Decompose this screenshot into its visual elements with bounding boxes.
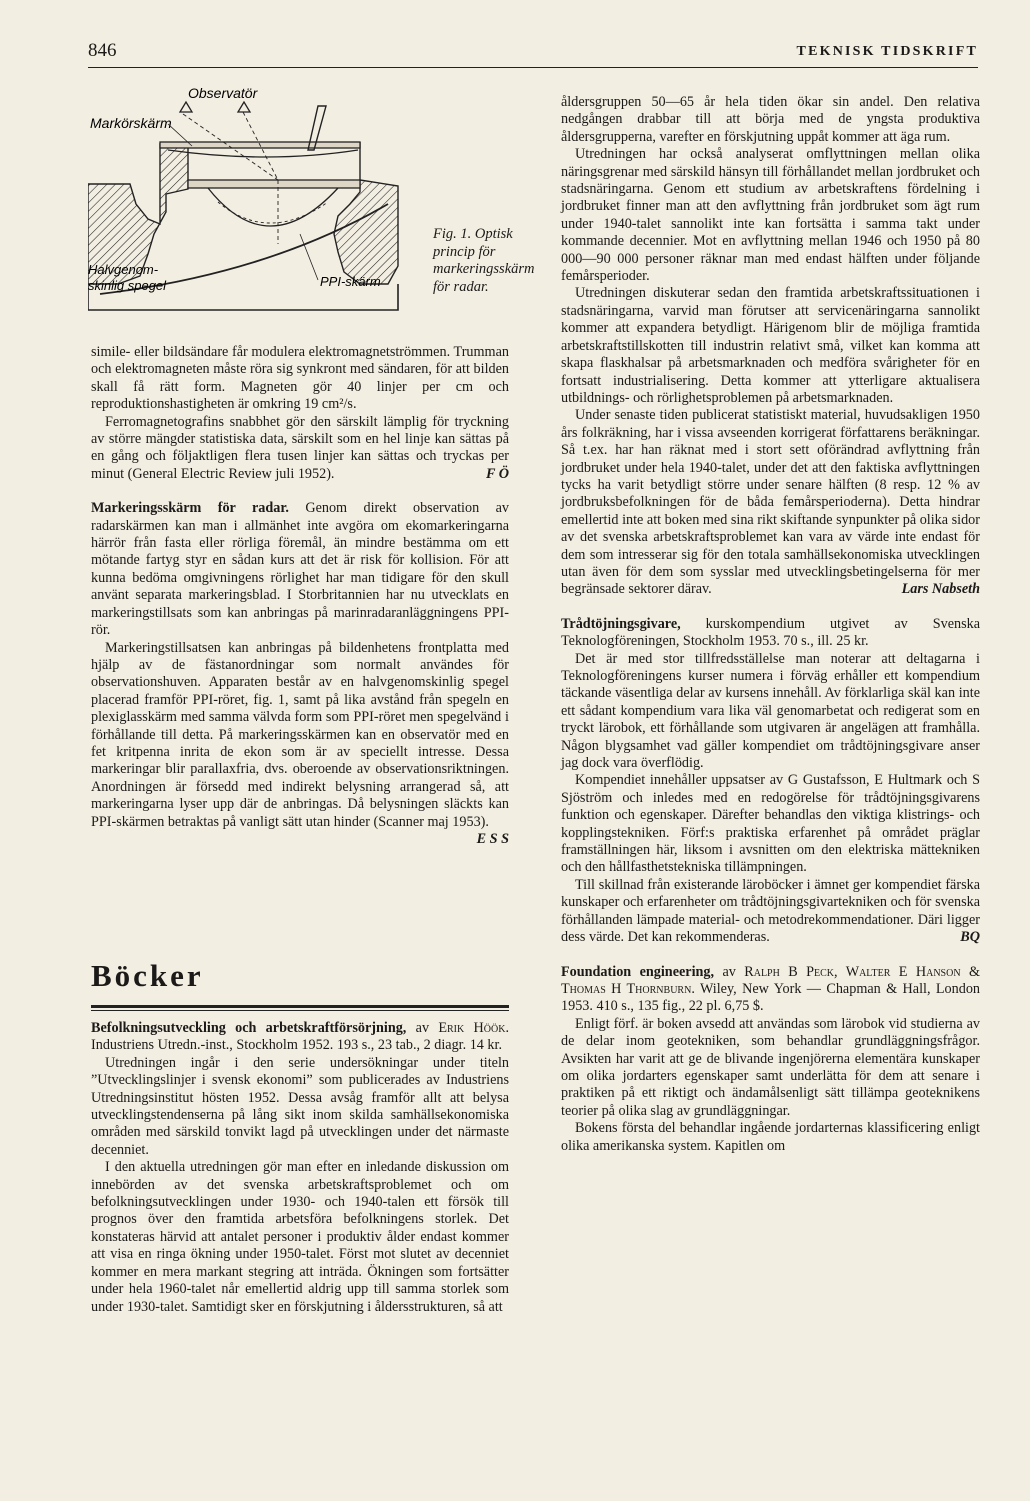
- page-number: 846: [88, 40, 117, 61]
- label-ppi: PPI-skärm: [320, 274, 381, 289]
- paragraph: Under senaste tiden publicerat statistiskt material, huvudsakligen 1950 års folkräkning, har i vissa avseenden korrigerat författarens beräkningar. Så t.ex. har han räknat med i stort sett oförändrad avflyttning från jordbruket under hela 1940-talet, under det att den faktiska avflyttningen tycks ha varit betydligt större under senare hälften (8 resp. 12 % av jordbruksbefolkningen för de båda femårsperioderna). Detta hindrar emellertid inte att boken med sina rikt skiftande synpunkter på olika sidor av det svenska arbetskraftsproblemet kan vara av värde inte endast för dem som intresserar sig för den totala samhällsekonomiska utvecklingen utan även för dem som sysslar med utvecklingsbetingelserna för mer begränsade sektorer därav. Lars Nabseth: [561, 407, 980, 598]
- header-rule: [88, 67, 978, 68]
- paragraph: Till skillnad från existerande läroböcker i ämnet ger kompendiet färska kunskaper och erfarenheter om trådtöjningsgivartekniken och för svenska förhållanden lämpade material- och metodrekommendationer. Däri ligger dess värde. Det kan rekommenderas. BQ: [561, 876, 980, 946]
- signature: F Ö: [486, 465, 509, 482]
- signature: Lars Nabseth: [901, 581, 980, 598]
- observer-eye-icon: [180, 102, 192, 112]
- signature: E S S: [476, 830, 509, 847]
- paragraph: åldersgruppen 50—65 år hela tiden ökar sin andel. Den relativa nedgången drabbar till att börja med de yngsta produktiva åldersgrupperna, varefter en förskjutning uppåt kommer att äga rum.: [561, 94, 980, 145]
- left-column-top: [91, 344, 509, 848]
- book-entry: Befolkningsutveckling och arbetskraftförsörjning, av Erik Höök. Industriens Utredn.-inst., Stockholm 1952. 193 s., 23 tab., 2 diagr. 14 kr.: [91, 1020, 509, 1054]
- paragraph: Markeringstillsatsen kan anbringas på bildenhetens frontplatta med hjälp av de fästanordningar som normalt användes för observationshuven. Apparaten består av en halvgenomskinlig spegel placerad framför PPI-röret, fig. 1, samt på lika avstånd från spegeln en plexiglasskärm med samma välvda form som PPI-röret men spegelvänd i förhållande till detta. På markeringsskärmen kan en observatör med en fet kritpenna inrita de ekon som är av speciellt intresse. Dessa markeringar blir parallaxfria, dvs. oberoende av observationsriktningen. Anordningen är försedd med indirekt belysning arrangerad så, att markeringarna lyser upp där de anbringas. Då belysningen släckts kan PPI-skärmen betraktas på vanligt sätt utan hinder (Scanner maj 1953). E S S: [91, 639, 509, 847]
- right-column: [561, 94, 980, 1155]
- label-markorskarm: Markörskärm: [90, 115, 172, 131]
- paragraph: Markeringsskärm för radar. Genom direkt observation av radarskärmen kan man i allmänhet inte avgöra om ekomarkeringarna härrör från fasta eller rörliga föremål, än mindre bestämma om ett mötande fartyg styr en sådan kurs att det är risk för kollision. För att kunna bedöma omgivningens rörlighet har man tidigare för den skull använt separata markeringsblad. I Storbritannien har nu utvecklats en markeringstillsats som kan anbringas på marinradaranläggningens PPI-rör.: [91, 500, 509, 639]
- signature: BQ: [960, 929, 980, 946]
- paragraph: Utredningen har också analyserat omflyttningen mellan olika näringsgrenar med särskild hänsyn till förhållandet mellan jordbruket och stadsnäringarna. Genom ett studium av arbetskraftens fördelning i jordbruket finner man att den avflyttning från jordbruket som ägt rum under 1940-talet sannolikt inte kan fortsätta i samma takt under kommande decennier. Mot en avflyttning mellan 1946 och 1950 på 80 000—90 000 personer räknar man med endast hälften under följande femårsperioder.: [561, 146, 980, 285]
- label-halvgenom: Halvgenom-: [88, 262, 159, 277]
- book-entry: Trådtöjningsgivare, kurskompendium utgivet av Svenska Teknologföreningen, Stockholm 1953. 70 s., ill. 25 kr.: [561, 615, 980, 650]
- paragraph: I den aktuella utredningen gör man efter en inledande diskussion om innebörden av det svenska arbetskraftsproblemet och om befolkningsutvecklingen under 1930- och 1940-talen ett försök till prognos över den framtida arbetsföra befolkningens storlek. Det konstateras härvid att antalet personer i produktiv ålder endast kommer att visa en ringa ökning under 1950-talet. Först mot slutet av decenniet kommer en mera markant stegring att inträda. Ökningen som fortsätter under hela 1960-talet når emellertid aldrig upp till samma storlek som under 1930-talet. Samtidigt sker en förskjutning i åldersstrukturen, så att: [91, 1159, 509, 1315]
- paragraph: Ferromagnetografins snabbhet gör den särskilt lämplig för tryckning av större mängder statistiska data, särskilt som en hel linje kan sättas på en gång och följaktligen flera tusen linjer kan sättas och tryckas per minut (General Electric Review juli 1952). F Ö: [91, 413, 509, 482]
- journal-title: TEKNISK TIDSKRIFT: [796, 44, 978, 59]
- section-heading-bocker: Böcker: [91, 958, 204, 993]
- paragraph: Utredningen ingår i den serie undersökningar under titeln ”Utvecklingslinjer i svensk ekonomi” som publicerades av Industriens Utredningsinstitut hösten 1952. Dessa avsåg framför allt att belysa utvecklingstendenserna på lång sikt inom skilda samhällsekonomiska områden med särskild tonvikt lagd på utvecklingen under det närmaste decenniet.: [91, 1054, 509, 1158]
- middle-bar: [188, 180, 360, 188]
- book-entry: Foundation engineering, av Ralph B Peck, Walter E Hanson & Thomas H Thornburn. Wiley, New York — Chapman & Hall, London 1953. 410 s., 135 fig., 22 pl. 6,75 $.: [561, 963, 981, 1015]
- ppi-screen: [208, 188, 338, 226]
- label-halvgenom-2: skinlig spegel: [88, 278, 167, 293]
- paragraph: Det är med stor tillfredsställelse man noterar att deltagarna i Teknologföreningens kurser numera i förväg erhåller ett kompendium täckande väsentliga delar av kursens innehåll. Av förklarliga skäl kan inte ett sådant kompendium vara lika väl genomarbetat och redigerat som en tryckt lärobok, ett förhållande som utgivaren är angelägen att framhålla. Någon blygsamhet vad gäller kompendiet om trådtöjningsgivare anser jag dock vara överflödig.: [561, 650, 980, 772]
- observer-eye-icon: [238, 102, 250, 112]
- paragraph: Enligt förf. är boken avsedd att användas som lärobok vid studierna av de delar inom geotekniken, som behandlar grundläggningsfrågor. Avsikten har varit att ge de blivande ingenjörerna elementära kunskaper om olika jordarters egenskaper samt underlätta för dem att senare i praktiken på ett riktigt och ändamålsenligt sätt tillämpa geoteknikens teorier på olika slag av grundläggningar.: [561, 1015, 980, 1119]
- section-rule: [91, 1010, 509, 1011]
- article-heading: Markeringsskärm för radar.: [91, 500, 289, 517]
- paragraph: Bokens första del behandlar ingående jordarternas klassificering enligt olika amerikanska system. Kapitlen om: [561, 1120, 980, 1154]
- label-observator: Observatör: [188, 85, 258, 101]
- figure-1-diagram: [88, 84, 408, 324]
- paragraph: Kompendiet innehåller uppsatser av G Gustafsson, E Hultmark och S Sjöström och inledes med en redogörelse för trådtöjningsgivarens funktion och egenskaper. Därefter behandlas den viktiga klistrings- och kopplingstekniken. Förf:s praktiska erfarenhet på området präglar framställningen här, liksom i avsnitten om den elektriska mättekniken och den hållfasthetstekniska tillämpningen.: [561, 772, 980, 876]
- housing-right: [334, 142, 398, 284]
- figure-caption: Fig. 1. Optisk princip för markeringsskärm för radar.: [433, 226, 535, 295]
- section-rule: [91, 1005, 509, 1008]
- paragraph: simile- eller bildsändare får modulera elektromagnetströmmen. Trumman och elektromagneten måste röra sig synkront med sändaren, för att bilden skall få rätt form. Magneten gör 40 linjer per cm och reproduktionshastigheten är omkring 19 cm²/s.: [91, 344, 509, 413]
- paragraph: Utredningen diskuterar sedan den framtida arbetskraftssituationen i stadsnäringarna, varvid man förutser att servicenäringarna sannolikt kommer att expandera betydligt. Härigenom blir de möjliga framtida arbetskraftstillskotten till industrin relativt små, vilket kan komma att skapa flaskhalsar på arbetsmarknaden och medföra svårigheter för en fortsatt industrialisering. Detta kommer att ytterligare aktualisera utbildnings- och rörlighetsproblemen på arbetsmarknaden.: [561, 285, 980, 406]
- left-column-books: [91, 1020, 509, 1316]
